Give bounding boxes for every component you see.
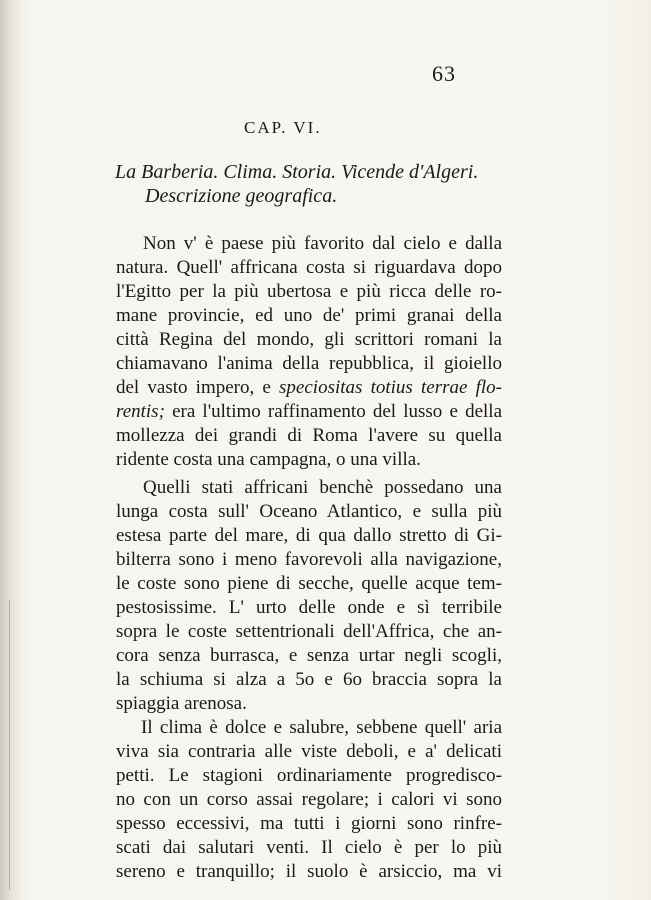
text-line-15: le coste sono piene di secche, quelle acque tem-: [116, 573, 502, 594]
chapter-summary-line-2: Descrizione geografica.: [145, 185, 338, 207]
text-line-8: [116, 400, 502, 423]
chapter-summary-line-1: La Barberia. Clima. Storia. Vicende d'Algeri.: [115, 161, 479, 183]
text-line-24: no con un corso assai regolare; i calori vi sono: [116, 789, 502, 810]
text-line-13: estesa parte del mare, di qua dallo stretto di Gi-: [116, 525, 502, 546]
text-line-26: scati dai salutari venti. Il cielo è per lo più: [116, 837, 502, 858]
text-line-20: spiaggia arenosa.: [116, 693, 247, 714]
text-line-2: natura. Quell' affricana costa si riguardava dopo: [116, 257, 502, 278]
gutter-crease: [9, 600, 10, 890]
text-line-23: petti. Le stagioni ordinariamente progredisco-: [116, 765, 502, 786]
text-line-18: cora senza burrasca, e senza urtar negli scogli,: [116, 645, 502, 666]
page-number: 63: [432, 61, 456, 86]
text-line-22: viva sia contraria alle viste deboli, e a' delicati: [116, 741, 502, 762]
text-line-7: [116, 376, 502, 399]
text-line-8-latin-italic: rentis;: [116, 401, 165, 422]
text-line-1: Non v' è paese più favorito dal cielo e dalla: [143, 233, 502, 254]
text-line-7-latin-italic: speciositas totius terrae flo-: [279, 377, 502, 398]
text-line-3: l'Egitto per la più ubertosa e più ricca delle ro-: [116, 281, 502, 302]
text-line-11: Quelli stati affricani benchè possedano una: [143, 477, 502, 498]
text-line-25: spesso eccessivi, ma tutti i giorni sono rinfre-: [116, 813, 502, 834]
text-line-17: sopra le coste settentrionali dell'Affrica, che an-: [116, 621, 502, 642]
text-line-10: ridente costa una campagna, o una villa.: [116, 449, 421, 470]
text-line-27: sereno e tranquillo; il suolo è arsiccio, ma vi: [116, 861, 502, 882]
chapter-heading: CAP. VI.: [244, 118, 322, 137]
text-line-16: pestosissime. L' urto delle onde e sì terribile: [116, 597, 502, 618]
text-line-8-roman: era l'ultimo raffinamento del lusso e della: [164, 401, 502, 422]
text-line-21: Il clima è dolce e salubre, sebbene quell' aria: [141, 717, 502, 738]
text-line-14: bilterra sono i meno favorevoli alla navigazione,: [116, 549, 502, 570]
text-line-9: mollezza dei grandi di Roma l'avere su quella: [116, 425, 502, 446]
text-line-4: mane provincie, ed uno de' primi granai della: [116, 305, 502, 326]
page-gutter-shadow: [0, 0, 22, 900]
text-line-7-roman: del vasto impero, e: [116, 377, 280, 398]
text-line-12: lunga costa sull' Oceano Atlantico, e sulla più: [116, 501, 502, 522]
text-line-5: città Regina del mondo, gli scrittori romani la: [116, 329, 502, 350]
text-line-6: chiamavano l'anima della repubblica, il gioiello: [116, 353, 502, 374]
text-line-19: la schiuma si alza a 5o e 6o braccia sopra la: [116, 669, 502, 690]
